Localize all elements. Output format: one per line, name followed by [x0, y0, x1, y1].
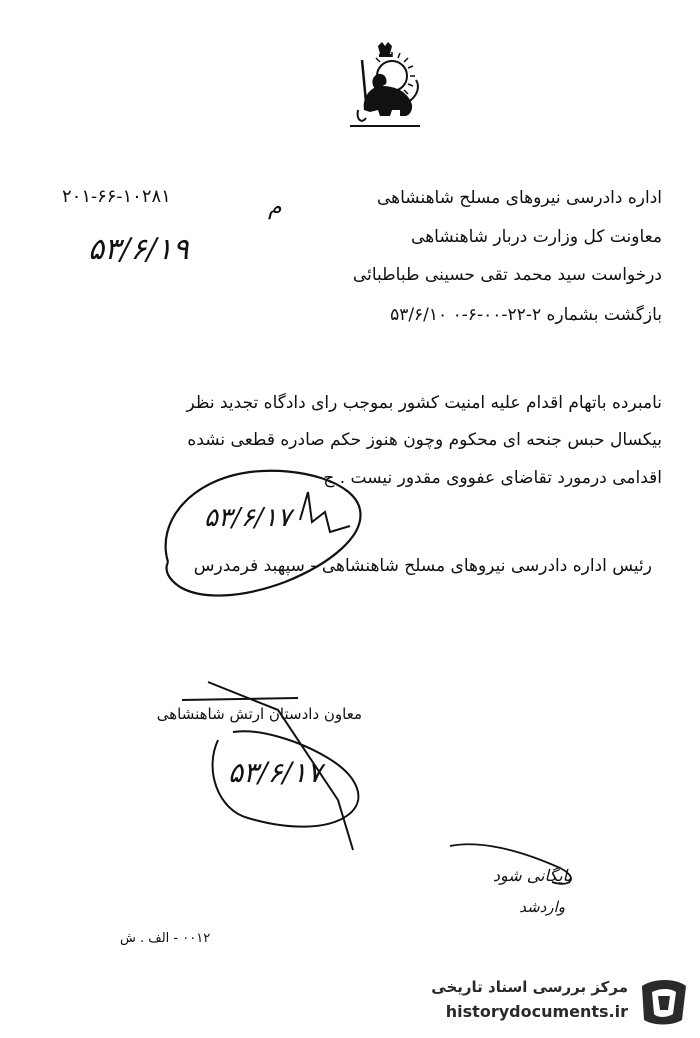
- signature-line: رئیس اداره دادرسی نیروهای مسلح شاهنشاهی - سپهبد فرمدرس: [193, 556, 652, 576]
- header-line-request-subject: درخواست سید محمد تقی حسینی طباطبائی: [352, 265, 662, 285]
- body-paragraph-line-2: بیکسال حبس جنحه ای محکوم وچون هنوز حکم صادره قطعی نشده: [187, 430, 662, 450]
- handwritten-circle-annotation-icon: [150, 452, 380, 622]
- body-paragraph-line-3: اقدامی درمورد تقاضای عفووی مقدور نیست . ج: [323, 468, 662, 488]
- letter-number: ۲۰۱-۶۶-۱۰۲۸۱: [62, 186, 171, 207]
- handwritten-file-note: بایگانی شود: [492, 866, 572, 885]
- header-line-reference: بازگشت بشماره ۲-۲۲-۰۰-۶-۰ ۵۳/۶/۱۰: [390, 305, 662, 325]
- archive-logo-icon: [636, 976, 690, 1028]
- watermark-url: historydocuments.ir: [445, 1002, 628, 1021]
- header-line-court-ministry: معاونت کل وزارت دربار شاهنشاهی: [411, 227, 662, 247]
- lion-and-sun-emblem-icon: [340, 40, 430, 135]
- handwritten-mark: م: [268, 195, 282, 220]
- footer-code: ۰۰۱۲ - الف . ش: [120, 931, 211, 946]
- handwritten-date: ۵۳/۶/۱۹: [88, 232, 189, 267]
- circle-annotation-date: ۵۳/۶/۱۷: [204, 503, 292, 533]
- handwritten-received-note: واردشد: [519, 898, 565, 916]
- watermark-title: مرکز بررسی اسناد تاریخی: [431, 978, 628, 996]
- note-line: معاون دادستان ارتش شاهنشاهی: [156, 705, 362, 723]
- note-handwritten-date: ۵۳/۶/۱۷: [228, 756, 323, 789]
- watermark: [420, 972, 690, 1032]
- body-paragraph-line-1: نامبرده باتهام اقدام علیه امنیت کشور بموجب رای دادگاه تجدید نظر: [186, 393, 662, 413]
- header-line-recipient-office: اداره دادرسی نیروهای مسلح شاهنشاهی: [376, 188, 662, 208]
